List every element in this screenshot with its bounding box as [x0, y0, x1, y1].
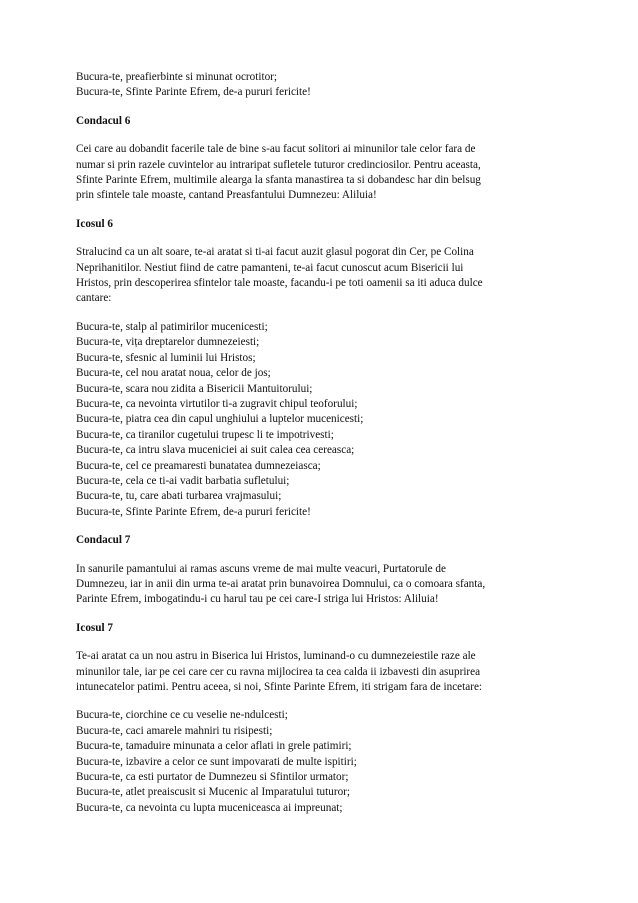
text-line: Sfinte Parinte Efrem, multimile alearga la sfanta manastirea ta si dobandesc har din belsug — [76, 174, 481, 187]
list-item: Bucura-te, scara nou zidita a Bisericii Mantuitorului; — [76, 382, 313, 395]
text-line: Dumnezeu, iar in anii din urma te-ai aratat prin bunavoirea Domnului, ca o comoara sfanta, — [76, 577, 486, 590]
text-line: Stralucind ca un alt soare, te-ai aratat si ti-ai facut auzit glasul pogorat din Cer, pe Colina — [76, 246, 474, 259]
text-line: numar si prin razele cuvintelor au intraripat sufletele tuturor credinciosilor. Pentru aceasta, — [76, 158, 481, 171]
list-item: Bucura-te, vița dreptarelor dumnezeiesti; — [76, 336, 260, 349]
text-line: intunecatelor patimi. Pentru aceea, si noi, Sfinte Parinte Efrem, iti strigam fara de incetare: — [76, 681, 483, 693]
list-item: Bucura-te, izbavire a celor ce sunt impovarati de multe ispitiri; — [76, 755, 357, 768]
condacul-7-paragraph — [76, 562, 556, 608]
text-line: Bucura-te, Sfinte Parinte Efrem, de-a pururi fericite! — [76, 86, 311, 99]
icosul-6-paragraph — [76, 245, 556, 307]
section-heading-icosul-6: Icosul 6 — [76, 217, 113, 230]
section-heading-icosul-7: Icosul 7 — [76, 621, 113, 634]
section-heading-condacul-6: Condacul 6 — [76, 114, 131, 127]
condacul-6-paragraph — [76, 142, 556, 204]
icosul-7-paragraph — [76, 649, 556, 695]
icosul-6-bucura-list — [76, 320, 556, 520]
list-item: Bucura-te, ca tiranilor cugetului trupesc li te impotrivesti; — [76, 428, 334, 441]
top-lines — [76, 70, 556, 101]
text-line: In sanurile pamantului ai ramas ascuns vreme de mai multe veacuri, Purtatorule de — [76, 562, 446, 575]
list-item: Bucura-te, ca nevointa cu lupta muceniceasca ai impreunat; — [76, 801, 343, 814]
icosul-7-bucura-list — [76, 708, 556, 816]
list-item: Bucura-te, Sfinte Parinte Efrem, de-a pururi fericite! — [76, 505, 311, 518]
list-item: Bucura-te, piatra cea din capul unghiului a luptelor mucenicesti; — [76, 413, 364, 426]
list-item: Bucura-te, caci amarele mahniri tu risipesti; — [76, 724, 273, 737]
list-item: Bucura-te, ca esti purtator de Dumnezeu si Sfintilor urmator; — [76, 771, 349, 784]
list-item: Bucura-te, tu, care abati turbarea vrajmasului; — [76, 490, 282, 503]
list-item: Bucura-te, atlet preaiscusit si Mucenic al Imparatului tuturor; — [76, 786, 351, 799]
list-item: Bucura-te, ciorchine ce cu veselie ne-ndulcesti; — [76, 709, 288, 722]
text-line: Hristos, prin descoperirea sfintelor tale moaste, facandu-i pe toti oamenii sa iti aduca dulce — [76, 277, 483, 290]
list-item: Bucura-te, stalp al patimirilor mucenicesti; — [76, 320, 268, 333]
text-line: cantare: — [76, 292, 112, 305]
list-item: Bucura-te, sfesnic al luminii lui Hristos; — [76, 351, 256, 364]
text-line: minunilor tale, iar pe cei care cer cu ravna mijlocirea ta cea calda ii izbavesti din asuprirea — [76, 665, 481, 678]
list-item: Bucura-te, tamaduire minunata a celor aflati in grele patimiri; — [76, 740, 352, 753]
text-line: Parinte Efrem, imbogatindu-i cu harul tau pe cei care-I striga lui Hristos: Aliluia! — [76, 593, 439, 606]
text-line: Bucura-te, preafierbinte si minunat ocrotitor; — [76, 71, 277, 83]
list-item: Bucura-te, cela ce ti-ai vadit barbatia sufletului; — [76, 474, 290, 487]
text-line: Cei care au dobandit facerile tale de bine s-au facut solitori ai minunilor tale celor fara de — [76, 143, 476, 156]
text-line: Te-ai aratat ca un nou astru in Biserica lui Hristos, luminand-o cu dumnezeiestile raze ale — [76, 650, 476, 663]
text-line: prin sfintele tale moaste, cantand Preasfantului Dumnezeu: Aliluia! — [76, 189, 377, 202]
list-item: Bucura-te, ca intru slava muceniciei ai suit calea cea cereasca; — [76, 444, 355, 457]
list-item: Bucura-te, cel ce preamaresti bunatatea dumnezeiasca; — [76, 459, 321, 472]
text-line: Neprihanitilor. Nestiut fiind de catre pamanteni, te-ai facut cunoscut acum Bisericii lui — [76, 261, 464, 274]
document-page — [76, 70, 556, 816]
list-item: Bucura-te, ca nevointa virtutilor ti-a zugravit chipul teoforului; — [76, 397, 358, 410]
list-item: Bucura-te, cel nou aratat noua, celor de jos; — [76, 367, 271, 380]
section-heading-condacul-7: Condacul 7 — [76, 534, 131, 547]
